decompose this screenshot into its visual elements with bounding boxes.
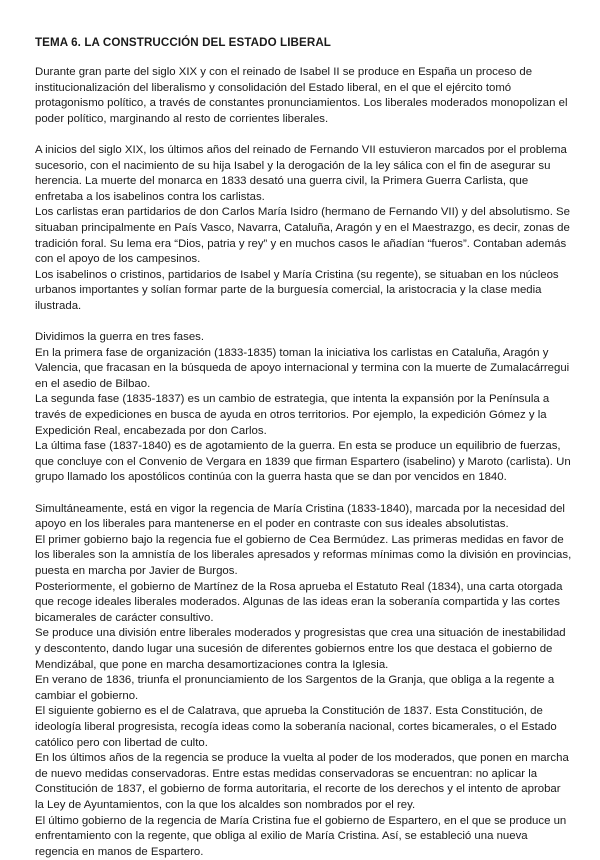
- paragraph-phase-1: En la primera fase de organización (1833-1835) toman la iniciativa los carlistas en Cataluña, Aragón y Valencia, que fracasan en la búsqueda de apoyo internacional y termina con la muerte de Zumalacárregui en el asedio de Bilbao.: [35, 346, 572, 393]
- paragraph-gap: [35, 127, 572, 143]
- paragraph-phases-intro: Dividimos la guerra en tres fases.: [35, 330, 572, 346]
- paragraph-carlistas: Los carlistas eran partidarios de don Carlos María Isidro (hermano de Fernando VII) y del absolutismo. Se situaban principalmente en País Vasco, Navarra, Cataluña, Aragón y en el Maestrazgo, es decir, zonas de tradición foral. Su lema era “Dios, patria y rey” y en muchos casos le añadían “fueros”. Contaban además con el apoyo de los campesinos.: [35, 205, 572, 267]
- paragraph-espartero: El último gobierno de la regencia de María Cristina fue el gobierno de Espartero, en el que se produce un enfrentamiento con la regente, que obliga al exilio de María Cristina. Así, se estableció una nueva regencia en manos de Espartero.: [35, 814, 572, 860]
- paragraph-calatrava: El siguiente gobierno es el de Calatrava, que aprueba la Constitución de 1837. Esta Constitución, de ideología liberal progresista, recogía ideas como la soberanía nacional, cortes bicamerales, o el Estado católico pero con libertad de culto.: [35, 704, 572, 751]
- paragraph-phase-3: La última fase (1837-1840) es de agotamiento de la guerra. En esta se produce un equilibrio de fuerzas, que concluye con el Convenio de Vergara en 1839 que firman Espartero (isabelino) y Maroto (carlista). Un grupo llamado los apostólicos continúa con la guerra hasta que se dan por vencidos en 1840.: [35, 439, 572, 486]
- paragraph-gap: [35, 486, 572, 502]
- paragraph-gap: [35, 315, 572, 331]
- paragraph-intro: Durante gran parte del siglo XIX y con el reinado de Isabel II se produce en España un proceso de institucionalización del liberalismo y consolidación del Estado liberal, en el que el ejército tomó protagonismo político, a través de constantes pronunciamientos. Los liberales moderados monopolizan el poder político, marginando al resto de corrientes liberales.: [35, 65, 572, 127]
- paragraph-cea-bermudez: El primer gobierno bajo la regencia fue el gobierno de Cea Bermúdez. Las primeras medidas en favor de los liberales son la amnistía de los liberales apresados y reformas mínimas como la división en provincias, puesta en marcha por Javier de Burgos.: [35, 533, 572, 580]
- paragraph-regencia: Simultáneamente, está en vigor la regencia de María Cristina (1833-1840), marcada por la necesidad del apoyo en los liberales para mantenerse en el poder en contraste con sus ideales absolutistas.: [35, 502, 572, 533]
- document-title: TEMA 6. LA CONSTRUCCIÓN DEL ESTADO LIBERAL: [35, 35, 572, 50]
- paragraph-division-liberales: Se produce una división entre liberales moderados y progresistas que crea una situación de inestabilidad y descontento, dando lugar una sucesión de diferentes gobiernos entre los que destaca el gobierno de Mendizábal, que pone en marcha desamortizaciones contra la Iglesia.: [35, 626, 572, 673]
- paragraph-succession: A inicios del siglo XIX, los últimos años del reinado de Fernando VII estuvieron marcados por el problema sucesorio, con el nacimiento de su hija Isabel y la derogación de la ley sálica con el fin de asegurar su herencia. La muerte del monarca en 1833 desató una guerra civil, la Primera Guerra Carlista, que enfretaba a los isabelinos contra los carlistas.: [35, 143, 572, 205]
- paragraph-isabelinos: Los isabelinos o cristinos, partidarios de Isabel y María Cristina (su regente), se situaban en los núcleos urbanos importantes y solían formar parte de la burguesía comercial, la aristocracia y la clase media ilustrada.: [35, 268, 572, 315]
- paragraph-martinez-rosa: Posteriormente, el gobierno de Martínez de la Rosa aprueba el Estatuto Real (1834), una carta otorgada que recoge ideales liberales moderados. Algunas de las ideas eran la soberanía compartida y las cortes bicamerales de carácter consultivo.: [35, 580, 572, 627]
- paragraph-phase-2: La segunda fase (1835-1837) es un cambio de estrategia, que intenta la expansión por la Península a través de expediciones en busca de ayuda en otros territorios. Por ejemplo, la expedición Gómez y la Expedición Real, encabezada por don Carlos.: [35, 392, 572, 439]
- paragraph-la-granja: En verano de 1836, triunfa el pronunciamiento de los Sargentos de la Granja, que obliga a la regente a cambiar el gobierno.: [35, 673, 572, 704]
- paragraph-moderados: En los últimos años de la regencia se produce la vuelta al poder de los moderados, que ponen en marcha de nuevo medidas conservadoras. Entre estas medidas conservadoras se encuentran: no aplicar la Constitución de 1837, el gobierno de forma autoritaria, el recorte de los derechos y el intento de aprobar la Ley de Ayuntamientos, con la que los alcaldes son nombrados por el rey.: [35, 751, 572, 813]
